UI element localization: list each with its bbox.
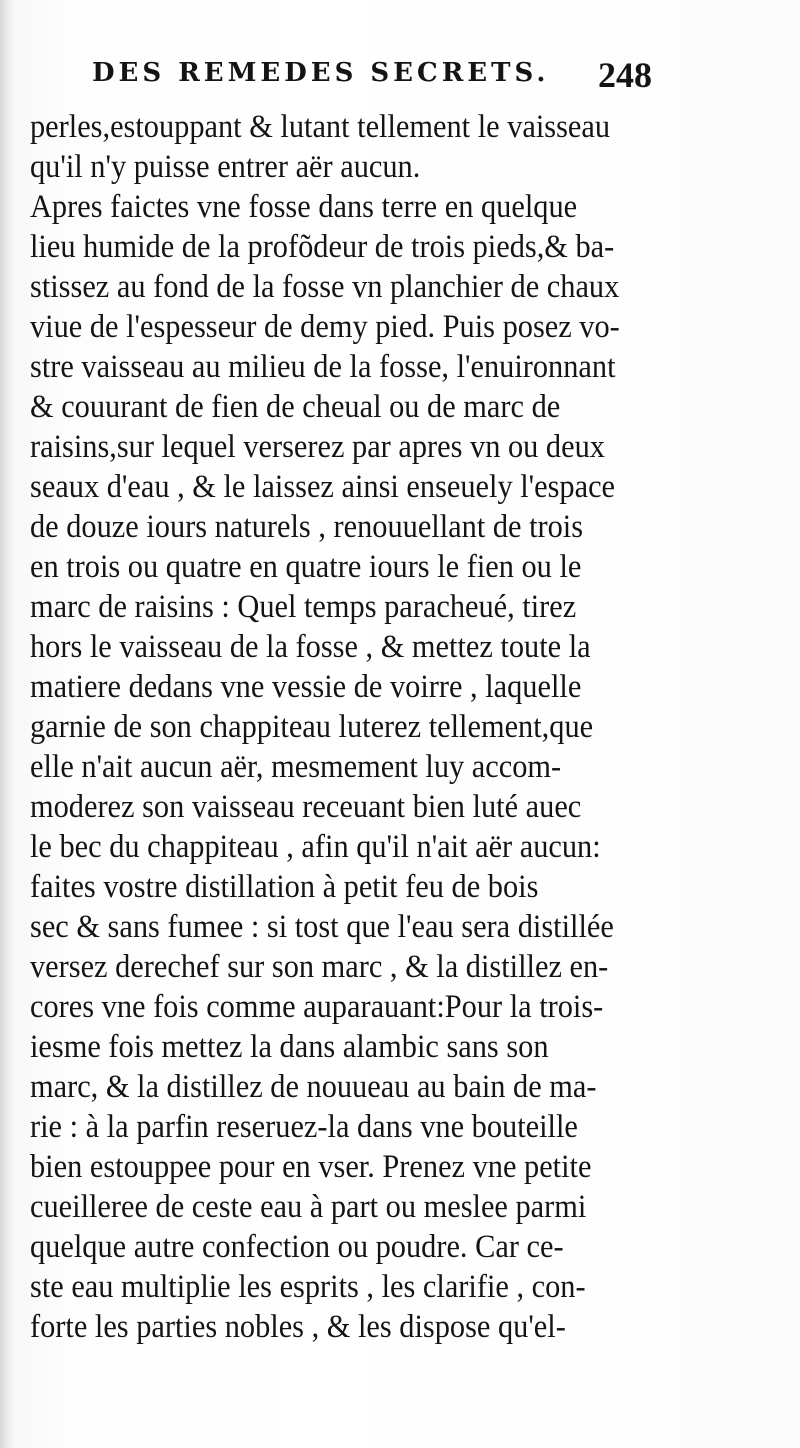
text-line: lieu humide de la profõdeur de trois pieds,& ba- [30, 229, 615, 265]
text-line: ste eau multiplie les esprits , les clarifie , con- [30, 1269, 586, 1305]
body-text [30, 107, 670, 1347]
text-line: de douze iours naturels , renouuellant de trois [30, 509, 584, 545]
text-line: faites vostre distillation à petit feu de bois [30, 869, 539, 905]
text-line: bien estouppee pour en vser. Prenez vne petite [30, 1149, 592, 1185]
text-line: stissez au fond de la fosse vn planchier de chaux [30, 269, 620, 305]
text-line: cueilleree de ceste eau à part ou meslee parmi [30, 1189, 587, 1225]
text-line: hors le vaisseau de la fosse , & mettez toute la [30, 629, 591, 665]
text-line: matiere dedans vne vessie de voirre , laquelle [30, 669, 582, 705]
text-line: garnie de son chappiteau luterez tellement,que [30, 709, 594, 745]
text-line: moderez son vaisseau receuant bien luté auec [30, 789, 582, 825]
text-line: Apres faictes vne fosse dans terre en quelque [30, 189, 578, 225]
text-line: rie : à la parfin reseruez-la dans vne bouteille [30, 1109, 578, 1145]
text-line: perles,estouppant & lutant tellement le vaisseau [30, 109, 611, 145]
page-number: 248 [598, 55, 652, 95]
text-line: seaux d'eau , & le laissez ainsi enseuely l'espace [30, 469, 616, 505]
text-line: le bec du chappiteau , afin qu'il n'ait aër aucun: [30, 829, 601, 865]
text-line: quelque autre confection ou poudre. Car ce- [30, 1229, 564, 1265]
text-line: marc, & la distillez de nouueau au bain de ma- [30, 1069, 597, 1105]
text-line: cores vne fois comme auparauant:Pour la trois- [30, 989, 604, 1025]
text-line: en trois ou quatre en quatre iours le fien ou le [30, 549, 582, 585]
text-line: qu'il n'y puisse entrer aër aucun. [30, 149, 421, 185]
text-line: viue de l'espesseur de demy pied. Puis posez vo- [30, 309, 620, 345]
text-line: marc de raisins : Quel temps paracheué, tirez [30, 589, 577, 625]
text-line: elle n'ait aucun aër, mesmement luy accom- [30, 749, 562, 785]
text-line: & couurant de fien de cheual ou de marc de [30, 389, 561, 425]
text-line: iesme fois mettez la dans alambic sans son [30, 1029, 549, 1065]
text-line: sec & sans fumee : si tost que l'eau sera distillée [30, 909, 614, 945]
running-header: DES REMEDES SECRETS. [92, 58, 550, 88]
text-line: forte les parties nobles , & les dispose qu'el- [30, 1309, 566, 1345]
text-line: stre vaisseau au milieu de la fosse, l'enuironnant [30, 349, 616, 385]
text-line: raisins,sur lequel verserez par apres vn ou deux [30, 429, 605, 465]
page-gutter-shadow [0, 0, 14, 1448]
text-line: versez derechef sur son marc , & la distillez en- [30, 949, 609, 985]
